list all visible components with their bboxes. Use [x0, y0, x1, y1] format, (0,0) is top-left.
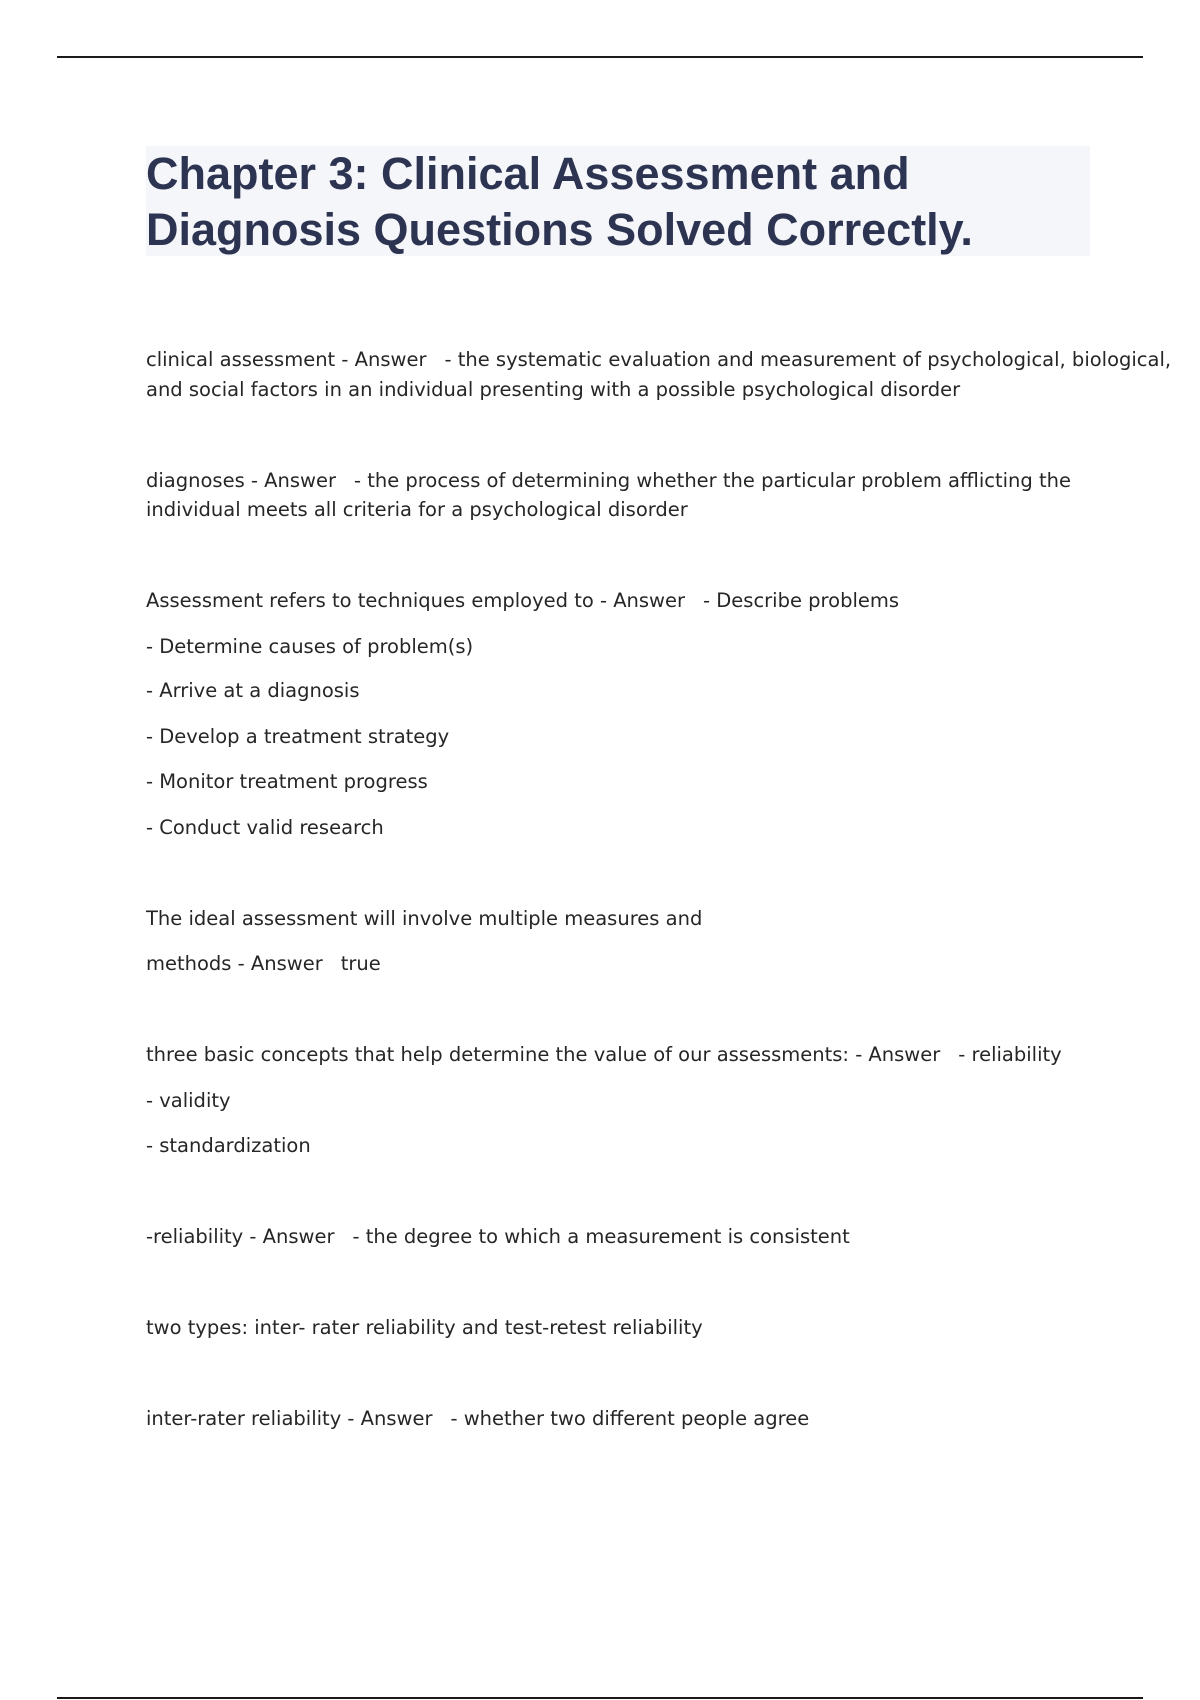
body-line — [146, 1404, 809, 1434]
body-line — [146, 1131, 311, 1161]
question-text: Assessment refers to techniques employed to - Answer — [146, 589, 686, 612]
body-line — [146, 495, 688, 525]
answer-text: true — [340, 952, 381, 975]
answer-text: - whether two different people agree — [450, 1407, 810, 1430]
body-line — [146, 1222, 850, 1252]
answer-text: - the process of determining whether the particular problem afflicting the — [353, 469, 1071, 492]
question-text: inter-rater reliability - Answer — [146, 1407, 433, 1430]
body-line — [146, 904, 702, 934]
answer-text: and social factors in an individual presenting with a possible psychological disorder — [146, 378, 961, 401]
question-text: -reliability - Answer — [146, 1225, 335, 1248]
answer-text: - reliability — [958, 1043, 1062, 1066]
body-line — [146, 1313, 703, 1343]
body-line — [146, 676, 360, 706]
body-line — [146, 813, 384, 843]
answer-text: - Develop a treatment strategy — [146, 725, 450, 748]
body-line — [146, 767, 428, 797]
answer-text: - Describe problems — [703, 589, 900, 612]
question-text: diagnoses - Answer — [146, 469, 336, 492]
answer-text: - Monitor treatment progress — [146, 770, 428, 793]
question-text: methods - Answer — [146, 952, 323, 975]
document-title: Chapter 3: Clinical Assessment and Diagnosis Questions Solved Correctly. — [146, 148, 973, 255]
body-line — [146, 1040, 1062, 1070]
body-line — [146, 632, 473, 662]
answer-text: - standardization — [146, 1134, 311, 1157]
bottom-rule — [57, 1697, 1143, 1699]
body-line — [146, 949, 381, 979]
body-line — [146, 345, 1171, 375]
body-line — [146, 375, 960, 405]
body-line — [146, 466, 1071, 496]
answer-text: - Determine causes of problem(s) — [146, 635, 474, 658]
body-line — [146, 1086, 231, 1116]
body-line — [146, 586, 899, 616]
body-line — [146, 722, 449, 752]
answer-text: The ideal assessment will involve multiple measures and — [146, 907, 703, 930]
answer-text: - Conduct valid research — [146, 816, 384, 839]
question-text: clinical assessment - Answer — [146, 348, 427, 371]
question-text: three basic concepts that help determine the value of our assessments: - Answer — [146, 1043, 941, 1066]
answer-text: individual meets all criteria for a psychological disorder — [146, 498, 688, 521]
answer-text: - the systematic evaluation and measurement of psychological, biological, — [444, 348, 1172, 371]
answer-text: - the degree to which a measurement is consistent — [352, 1225, 850, 1248]
answer-text: two types: inter- rater reliability and test-retest reliability — [146, 1316, 703, 1339]
top-rule — [57, 56, 1143, 58]
answer-text: - Arrive at a diagnosis — [146, 679, 360, 702]
answer-text: - validity — [146, 1089, 231, 1112]
